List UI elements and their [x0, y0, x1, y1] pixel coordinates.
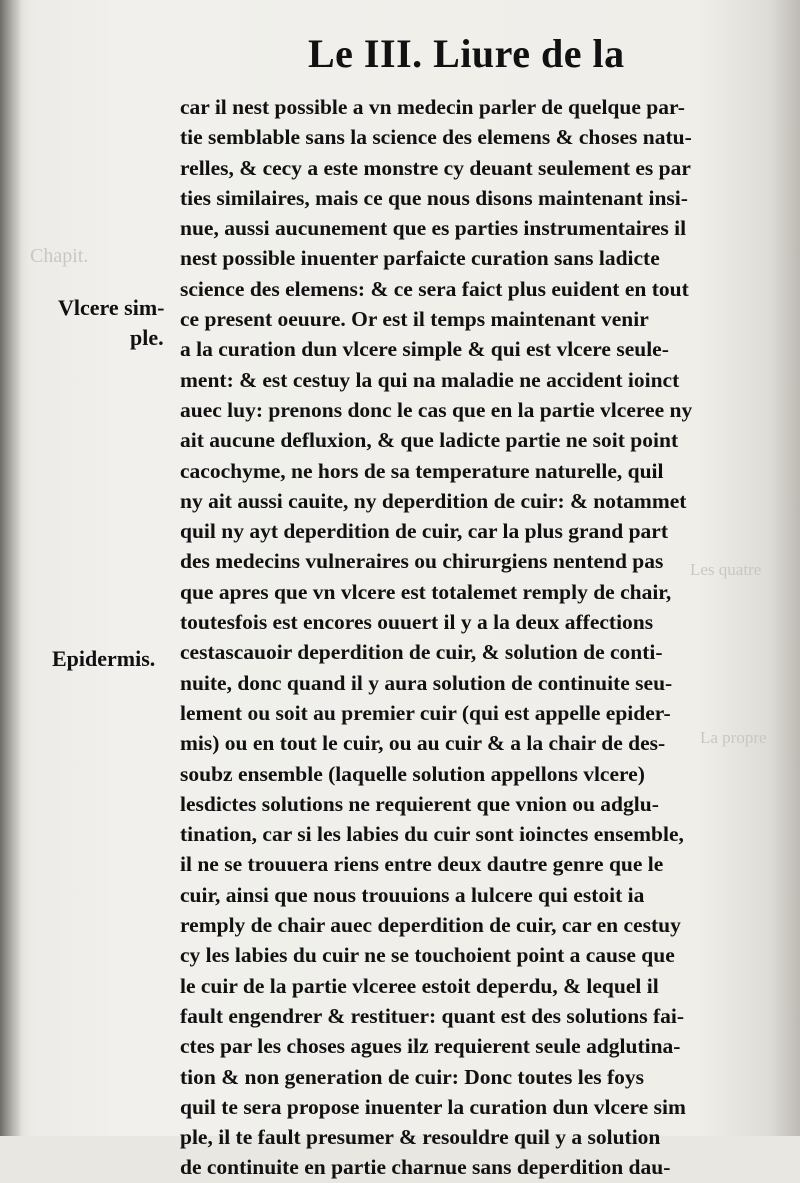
text-line: lement ou soit au premier cuir (qui est appelle epider-	[180, 700, 671, 725]
text-line: ple, il te fault presumer & resouldre quil y a solution	[180, 1125, 661, 1150]
text-line: que apres que vn vlcere est totalemet remply de chair,	[180, 579, 672, 604]
text-line: relles, & cecy a este monstre cy deuant seulement es par	[180, 155, 691, 180]
text-line: de continuite en partie charnue sans deperdition dau-	[180, 1155, 671, 1180]
bleedthrough-text: Chapit.	[30, 245, 89, 267]
bleedthrough-text: Les quatre	[690, 560, 762, 579]
text-line: tion & non generation de cuir: Donc toutes les foys	[180, 1064, 645, 1089]
text-line: le cuir de la partie vlceree estoit deperdu, & lequel il	[180, 973, 659, 998]
text-line: nue, aussi aucunement que es parties instrumentaires il	[180, 216, 687, 241]
text-line: il ne se trouuera riens entre deux dautre genre que le	[180, 852, 664, 877]
text-line: ce present oeuure. Or est il temps maintenant venir	[180, 307, 649, 332]
text-line: science des elemens: & ce sera faict plus euident en tout	[180, 276, 689, 301]
text-line: car il nest possible a vn medecin parler de quelque par-	[180, 95, 685, 119]
text-line: nuite, donc quand il y aura solution de continuite seu-	[180, 670, 673, 695]
text-line: tination, car si les labies du cuir sont ioinctes ensemble,	[180, 822, 684, 847]
text-line: auec luy: prenons donc le cas que en la partie vlceree ny	[180, 397, 693, 422]
text-line: ctes par les choses agues ilz requierent seule adglutina-	[180, 1034, 681, 1059]
text-line: ties similaires, mais ce que nous disons maintenant insi-	[180, 185, 688, 210]
text-line: quil ny ayt deperdition de cuir, car la plus grand part	[180, 519, 669, 544]
text-line: toutesfois est encores ouuert il y a la deux affections	[180, 610, 654, 635]
text-line: remply de chair auec deperdition de cuir, car en cestuy	[180, 913, 681, 938]
text-line: mis) ou en tout le cuir, ou au cuir & a la chair de des-	[180, 731, 666, 756]
text-line: ment: & est cestuy la qui na maladie ne accident ioinct	[180, 367, 680, 392]
text-line: nest possible inuenter parfaicte curation sans ladicte	[180, 246, 660, 271]
text-line: des medecins vulneraires ou chirurgiens nentend pas	[180, 549, 664, 574]
text-line: cuir, ainsi que nous trouuions a lulcere qui estoit ia	[180, 882, 645, 907]
binding-gutter	[0, 0, 22, 1136]
page-header: Le III. Liure de la	[308, 31, 625, 76]
text-line: soubz ensemble (laquelle solution appellons vlcere)	[180, 761, 645, 786]
body-text	[180, 92, 772, 1183]
text-line: lesdictes solutions ne requierent que vnion ou adglu-	[180, 791, 659, 816]
text-line: ait aucune defluxion, & que ladicte partie ne soit point	[180, 428, 679, 453]
bleedthrough-text: La propre	[700, 728, 767, 747]
margin-note-vlcere-simple: Vlcere sim-	[58, 295, 165, 320]
text-line: cacochyme, ne hors de sa temperature naturelle, quil	[180, 458, 664, 483]
margin-note-epidermis: Epidermis.	[52, 646, 156, 671]
text-line: quil te sera propose inuenter la curation dun vlcere sim	[180, 1094, 686, 1119]
text-line: a la curation dun vlcere simple & qui est vlcere seule-	[180, 337, 669, 362]
margin-note-ple: ple.	[130, 325, 164, 350]
text-line: ny ait aussi cauite, ny deperdition de cuir: & notammet	[180, 488, 687, 513]
text-line: cy les labies du cuir ne se touchoient point a cause que	[180, 943, 675, 968]
text-line: cestascauoir deperdition de cuir, & solution de conti-	[180, 640, 663, 665]
text-line: tie semblable sans la science des elemens & choses natu-	[180, 125, 692, 150]
text-line: fault engendrer & restituer: quant est des solutions fai-	[180, 1003, 685, 1028]
